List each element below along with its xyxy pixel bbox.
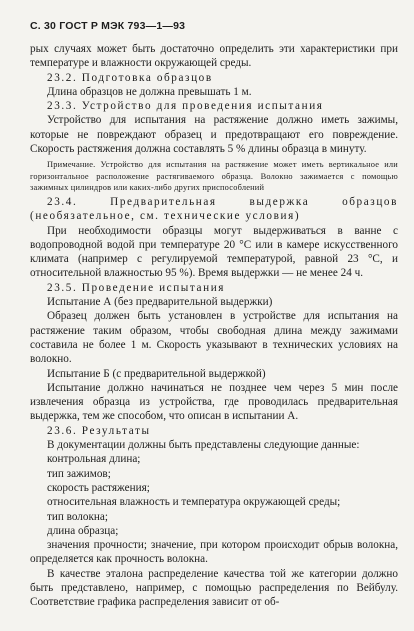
paragraph-continuation: рых случаях может быть достаточно определить эти характеристики при температуре и влажности окружающей среды.: [30, 43, 398, 70]
paragraph: Образец должен быть установлен в устройстве для испытания на растяжение таким образом, чтобы свободная длина между зажимами составила не более 1 м. Скорость указывают в технических условиях на волокно.: [30, 310, 398, 366]
page-header: С. 30 ГОСТ Р МЭК 793—1—93: [30, 20, 186, 32]
list-item: тип волокна;: [47, 510, 108, 523]
list-item: скорость растяжения;: [47, 481, 150, 494]
section-heading-23-5: 23.5. Проведение испытания: [47, 281, 226, 294]
list-item: контрольная длина;: [47, 453, 141, 466]
paragraph: В качестве эталона распределение качества той же категории должно быть представлено, например, с помощью распределения по Вейбулу. Соответствие графика распределения зависит от об-: [30, 567, 398, 609]
list-item: длина образца;: [47, 524, 119, 537]
subheading-test-b: Испытание Б (с предварительной выдержкой): [47, 367, 266, 380]
paragraph: значения прочности; значение, при котором происходит обрыв волокна, определяется как прочность волокна.: [30, 539, 398, 566]
paragraph: Устройство для испытания на растяжение должно иметь зажимы, которые не повреждают образец и предотвращают его повреждение. Скорость растяжения должна составлять 5 % длины образца в минуту.: [30, 114, 398, 156]
section-heading-23-3: 23.3. Устройство для проведения испытания: [47, 100, 324, 113]
list-item: относительная влажность и температура окружающей среды;: [47, 496, 341, 509]
paragraph: При необходимости образцы могут выдерживаться в ванне с водопроводной водой при температуре 20 °С или в камере искусственного климата (например с регулируемой температурой, равной 23 °С, и относительной влажностью 95 %). Время выдержки — не менее 24 ч.: [30, 224, 398, 280]
section-heading-23-2: 23.2. Подготовка образцов: [47, 71, 213, 84]
paragraph: Длина образцов не должна превышать 1 м.: [47, 85, 252, 98]
paragraph-results-intro: В документации должны быть представлены следующие данные:: [47, 439, 360, 452]
note-paragraph: Примечание. Устройство для испытания на растяжение может иметь вертикальное или горизонтальное расположение растягиваемого образца. Волокно зажимается с помощью зажимных цилиндров или каких-либо других приспособлений: [30, 160, 398, 192]
paragraph: Испытание должно начинаться не позднее чем через 5 мин после извлечения образца из устройства, где проводилась предварительная выдержка, тем же способом, что описан в испытании А.: [30, 381, 398, 423]
subheading-test-a: Испытание А (без предварительной выдержки): [47, 296, 273, 309]
section-heading-23-6: 23.6. Результаты: [47, 424, 151, 437]
document-body: [30, 42, 398, 610]
section-heading-23-4: 23.4. Предварительная выдержка образцов (необязательное, см. технические условия): [30, 195, 398, 223]
list-item: тип зажимов;: [47, 467, 111, 480]
